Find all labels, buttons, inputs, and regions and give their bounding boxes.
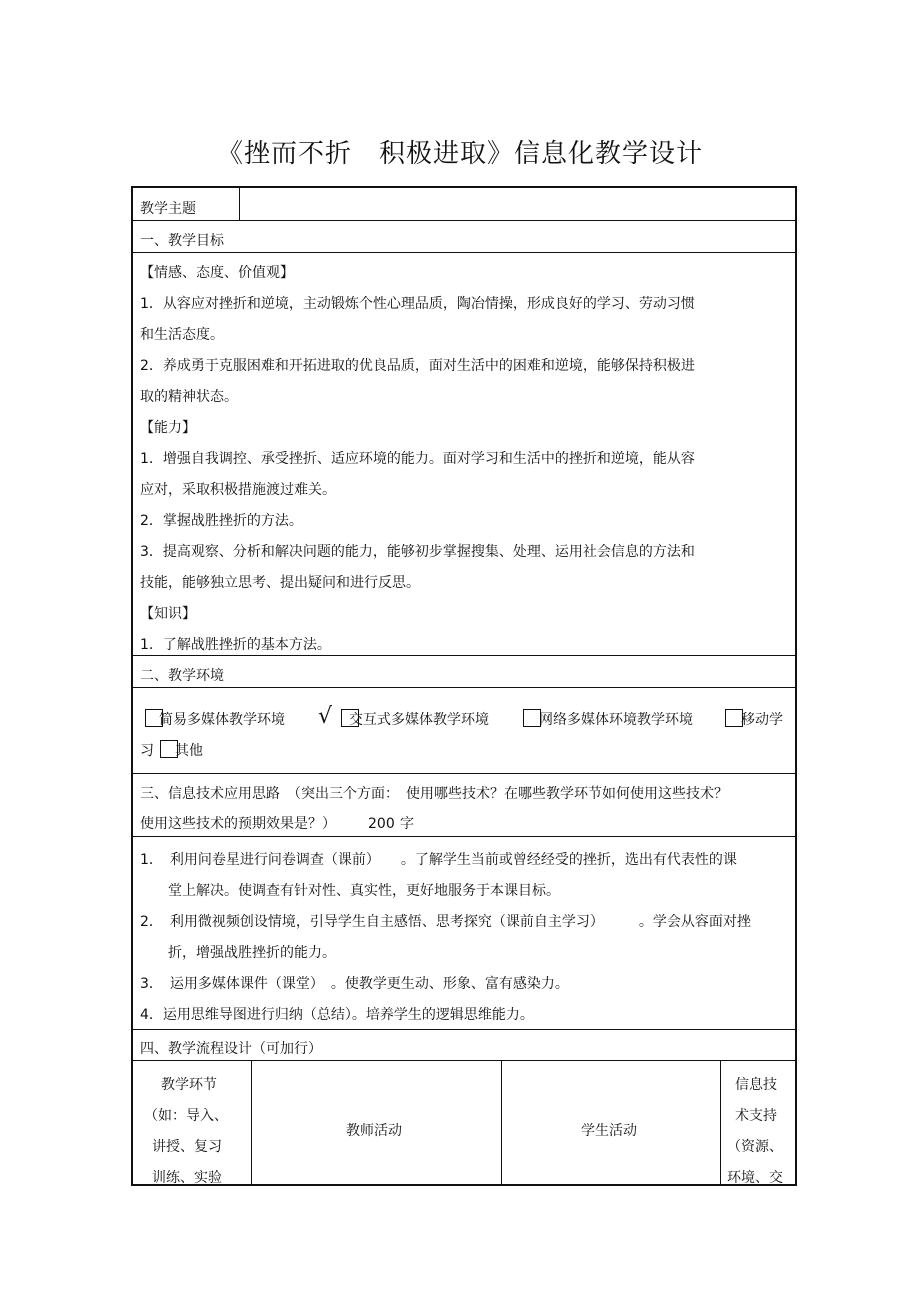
flow-col-student	[501, 1061, 720, 1184]
flow-col-teacher	[251, 1061, 501, 1184]
section-flow-heading-row	[133, 1030, 795, 1061]
ability-item-2: 2．掌握战胜挫折的方法。	[140, 513, 303, 529]
flow-col-stage-line-4: 训练、实验	[152, 1170, 222, 1186]
section-goals-heading: 一、教学目标	[140, 233, 224, 249]
section-it-content	[133, 837, 795, 1030]
it-item-2-line-2: 折，增强战胜挫折的能力。	[168, 945, 336, 961]
flow-col-teacher-label: 教师活动	[346, 1123, 402, 1139]
it-item-1-line-2: 堂上解决。使调查有针对性、真实性，更好地服务于本课目标。	[168, 883, 560, 899]
document-title: 《挫而不折 积极进取》信息化教学设计	[216, 139, 703, 169]
section-goals-heading-row	[133, 221, 795, 253]
section-goals-content	[133, 253, 795, 656]
section-it-heading-line-1: 三、信息技术应用思路 （突出三个方面： 使用哪些技术？在哪些教学环节如何使用这些技术？	[140, 786, 728, 802]
topic-row	[133, 188, 795, 221]
option-mobile-learning-wrap: 习	[140, 743, 154, 759]
it-item-2-line-1: 2． 利用微视频创设情境，引导学生自主感悟、思考探究（课前自主学习） 。学会从容面对挫	[140, 914, 751, 930]
emotion-item-2-line-1: 2．养成勇于克服困难和开拓进取的优良品质，面对生活中的困难和逆境，能够保持积极进	[140, 358, 695, 374]
it-item-4: 4．运用思维导图进行归纳（总结）。培养学生的逻辑思维能力。	[140, 1007, 534, 1023]
flow-col-stage	[133, 1061, 251, 1184]
flow-col-stage-line-1: 教学环节	[161, 1077, 217, 1093]
section-flow-heading: 四、教学流程设计（可加行）	[140, 1041, 322, 1057]
design-table	[131, 186, 797, 1186]
checkmark-icon: √	[318, 704, 333, 729]
flow-col-it-support-line-1: 信息技	[735, 1077, 777, 1093]
ability-item-1-line-1: 1．增强自我调控、承受挫折、适应环境的能力。面对学习和生活中的挫折和逆境，能从容	[140, 451, 695, 467]
section-environment-heading: 二、教学环境	[140, 668, 224, 684]
emotion-item-1-line-2: 和生活态度。	[140, 327, 224, 343]
option-mobile-learning: 移动学	[741, 712, 783, 728]
section-environment-heading-row	[133, 656, 795, 688]
option-other: 其他	[175, 743, 203, 759]
ability-item-1-line-2: 应对，采取积极措施渡过难关。	[140, 482, 336, 498]
option-interactive-multimedia: 交互式多媒体教学环境	[349, 712, 489, 728]
flow-table-header	[133, 1061, 795, 1184]
flow-col-it-support	[720, 1061, 795, 1184]
knowledge-heading: 【知识】	[140, 606, 196, 622]
topic-label: 教学主题	[140, 201, 196, 217]
flow-col-it-support-line-4: 环境、交	[727, 1170, 783, 1186]
emotion-item-2-line-2: 取的精神状态。	[140, 389, 238, 405]
word-count-unit: 字	[400, 816, 414, 832]
knowledge-item-1: 1．了解战胜挫折的基本方法。	[140, 637, 331, 653]
topic-divider	[239, 188, 240, 220]
section-it-heading-row	[133, 774, 795, 837]
section-it-heading-line-2: 使用这些技术的预期效果是？）	[140, 816, 336, 832]
word-count: 200	[368, 816, 395, 832]
emotion-heading: 【情感、态度、价值观】	[140, 265, 294, 281]
it-item-1-line-1: 1． 利用问卷星进行问卷调查（课前） 。了解学生当前或曾经经受的挫折，选出有代表性的课	[140, 852, 737, 868]
it-item-3: 3． 运用多媒体课件（课堂） 。使教学更生动、形象、富有感染力。	[140, 976, 569, 992]
flow-col-student-label: 学生活动	[581, 1123, 637, 1139]
flow-col-it-support-line-2: 术支持	[735, 1108, 777, 1124]
ability-heading: 【能力】	[140, 420, 196, 436]
flow-col-stage-line-2: （如：导入、	[144, 1108, 228, 1124]
environment-options	[133, 688, 795, 774]
flow-col-stage-line-3: 讲授、复习	[152, 1139, 222, 1155]
ability-item-3-line-2: 技能，能够独立思考、提出疑问和进行反思。	[140, 575, 420, 591]
emotion-item-1-line-1: 1．从容应对挫折和逆境，主动锻炼个性心理品质，陶冶情操，形成良好的学习、劳动习惯	[140, 296, 695, 312]
ability-item-3-line-1: 3．提高观察、分析和解决问题的能力，能够初步掌握搜集、处理、运用社会信息的方法和	[140, 544, 695, 560]
option-simple-multimedia: 简易多媒体教学环境	[159, 712, 285, 728]
option-network-multimedia: 网络多媒体环境教学环境	[539, 712, 693, 728]
flow-col-it-support-line-3: （资源、	[727, 1139, 783, 1155]
